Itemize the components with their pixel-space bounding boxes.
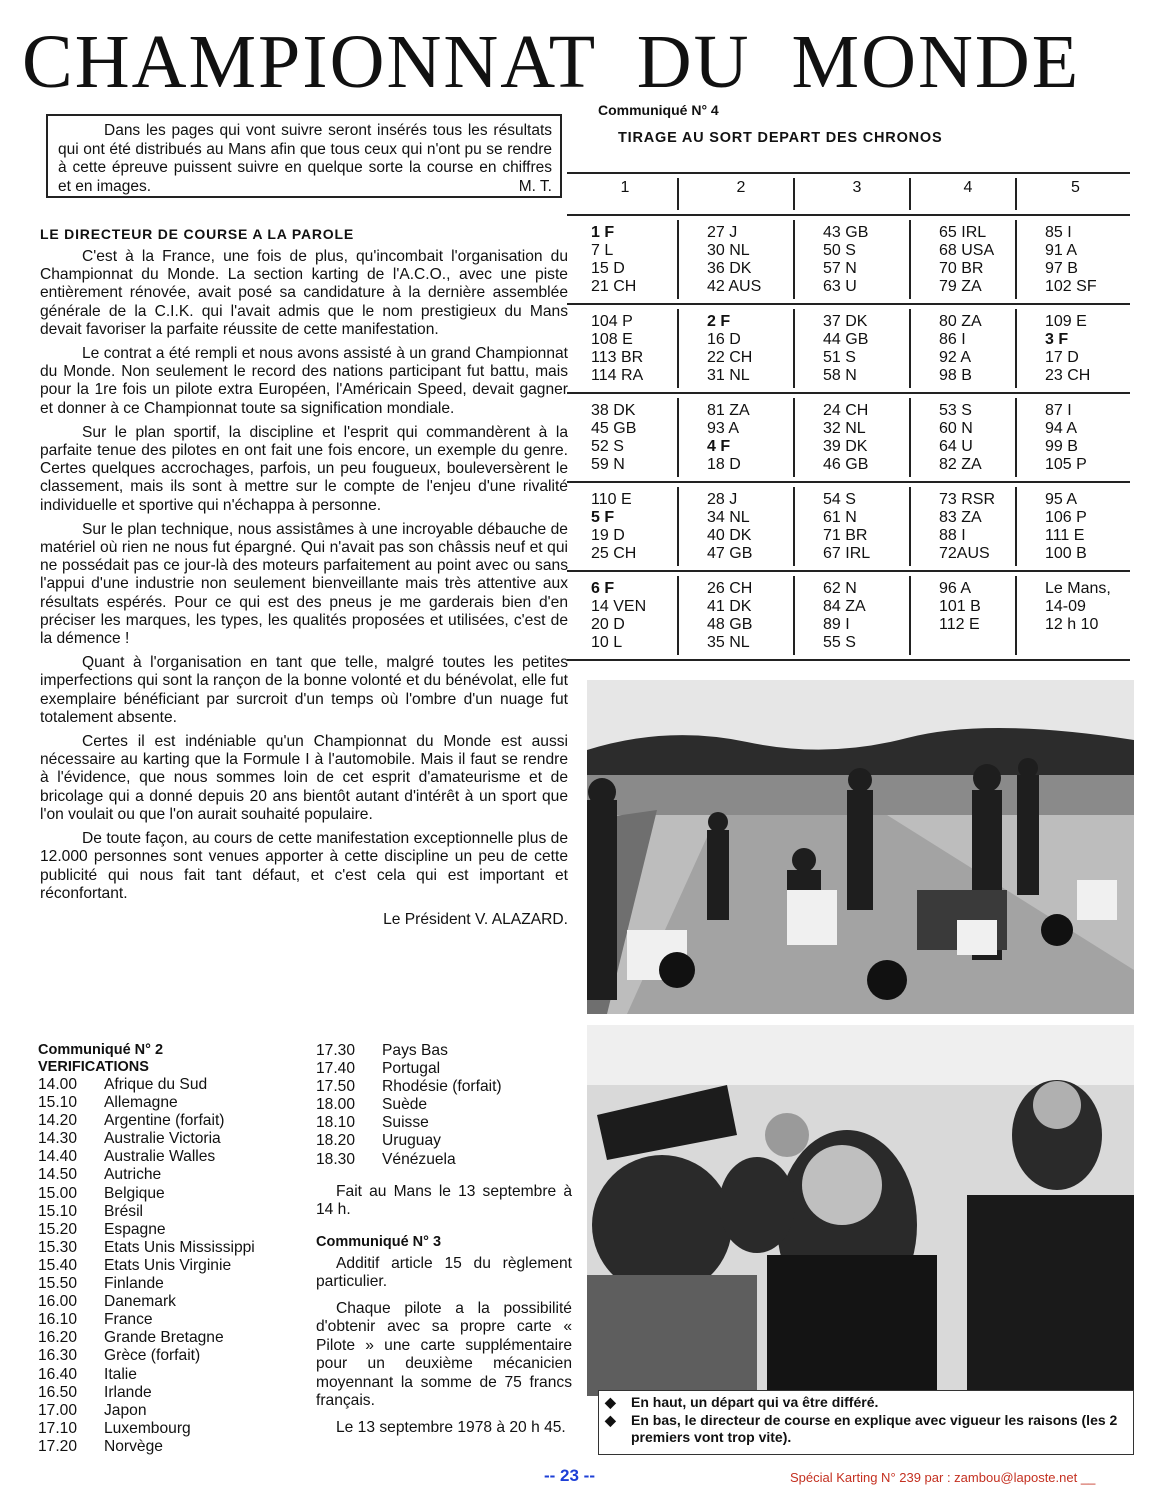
schedule-country: Rhodésie (forfait) [382, 1078, 502, 1096]
draw-entry: 106 P [1045, 509, 1087, 526]
page-number: -- 23 -- [544, 1466, 595, 1485]
draw-entry: 30 NL [707, 242, 750, 259]
draw-entry: 95 A [1045, 491, 1078, 508]
draw-entry: 58 N [823, 367, 857, 384]
draw-entry: 26 CH [707, 580, 753, 597]
draw-entry: 73 RSR [939, 491, 996, 508]
draw-cell [1021, 394, 1130, 481]
schedule-row [38, 1347, 308, 1365]
schedule-time: 15.40 [38, 1256, 78, 1274]
schedule-country: Uruguay [382, 1132, 441, 1150]
communique-2-continued [316, 1042, 572, 1437]
article-paragraph: Certes il est indéniable qu'un Championnat du Monde est aussi nécessaire au karting que la Formule I à l'automobile. Mais il faut se rendre à l'évidence, que nous sommes loin de cet esprit d'amateurisme et de bricolage qui a donné depuis 20 ans bientôt autant d'intérêt à un sport que l'on voulait ou que l'on aurait souhaité populaire. [40, 733, 568, 823]
draw-entry: 36 DK [707, 260, 752, 277]
diamond-bullet-icon: ◆ [605, 1411, 616, 1428]
schedule-time: 16.10 [38, 1311, 78, 1329]
draw-entry: 82 ZA [939, 456, 982, 473]
intro-signature: M. T. [518, 177, 552, 195]
draw-entry: 101 B [939, 598, 981, 615]
schedule-row [38, 1112, 308, 1130]
draw-cell [799, 572, 915, 659]
draw-entry: 80 ZA [939, 313, 982, 330]
schedule-country: Suisse [382, 1114, 429, 1132]
diamond-bullet-icon: ◆ [605, 1394, 616, 1410]
schedule-country: France [104, 1311, 153, 1329]
draw-entry: 87 I [1045, 402, 1072, 419]
draw-entry [1045, 634, 1130, 652]
schedule-time: 18.30 [316, 1150, 356, 1168]
schedule-time: 17.20 [38, 1437, 78, 1455]
schedule-country: Etats Unis Mississippi [104, 1238, 255, 1256]
draw-entry: 88 I [939, 527, 966, 544]
draw-entry: 84 ZA [823, 598, 866, 615]
schedule-time: 16.00 [38, 1293, 78, 1311]
draw-cell [567, 572, 683, 659]
draw-cell [1021, 305, 1130, 392]
schedule-row [316, 1151, 572, 1169]
photo-race-director [587, 1025, 1134, 1396]
draw-entry: 4 F [707, 438, 731, 455]
communique-3-heading: Communiqué N° 3 [316, 1233, 442, 1250]
schedule-time: 14.20 [38, 1112, 78, 1130]
article-paragraph: Sur le plan technique, nous assistâmes à une incroyable débauche de matériel où rien ne nous fut épargné. Qui n'avait pas son châssis neuf et qui ne possédait pas ce jour-là des moteurs parfaitement au point avec ou sans l'appui d'une industrie non seulement bienveillante mais très attentive aux résultats espérés. Pour ce qui est des pneus je me garderais bien d'en préciser les marques, les types, les qualités proposées et utilisées, c'est de la démence ! [40, 520, 568, 648]
draw-cell [567, 483, 683, 570]
draw-entry: 54 S [823, 491, 856, 508]
draw-column-header: 2 [683, 174, 799, 214]
draw-entry: 71 BR [823, 527, 868, 544]
draw-column-header: 1 [620, 179, 630, 196]
schedule-country: Espagne [104, 1220, 166, 1238]
draw-entry: 89 I [823, 616, 850, 633]
draw-entry: 104 P [591, 313, 633, 330]
schedule-time: 15.10 [38, 1202, 78, 1220]
draw-entry: 102 SF [1045, 278, 1097, 295]
draw-entry: 16 D [707, 331, 741, 348]
draw-entry: 12 h 10 [1045, 616, 1099, 633]
schedule-country: Danemark [104, 1293, 176, 1311]
draw-entry: 35 NL [707, 634, 750, 651]
verifications-heading: VERIFICATIONS [38, 1059, 149, 1075]
draw-entry: 15 D [591, 260, 625, 277]
draw-entry: 18 D [707, 456, 741, 473]
draw-column-header: 4 [915, 174, 1021, 214]
schedule-row [38, 1311, 308, 1329]
draw-cell [567, 216, 683, 303]
schedule-time: 14.00 [38, 1076, 78, 1093]
draw-entry: 23 CH [1045, 367, 1091, 384]
communique-3-paragraph: Additif article 15 du règlement particulier. [316, 1254, 572, 1291]
schedule-time: 15.00 [38, 1184, 78, 1202]
communique-3-paragraph: Le 13 septembre 1978 à 20 h 45. [336, 1418, 566, 1436]
schedule-time: 15.10 [38, 1094, 78, 1112]
draw-entry: 38 DK [591, 402, 636, 419]
draw-entry: 79 ZA [939, 278, 982, 295]
draw-cell [1021, 216, 1130, 303]
draw-entry: 17 D [1045, 349, 1079, 366]
draw-entry: 34 NL [707, 509, 750, 526]
draw-entry: 37 DK [823, 313, 868, 330]
draw-entry: 10 L [591, 634, 623, 651]
schedule-time: 17.50 [316, 1078, 356, 1096]
schedule-time: 16.20 [38, 1329, 78, 1347]
page-title: CHAMPIONNAT DU MONDE [22, 20, 1081, 104]
intro-text: Dans les pages qui vont suivre seront insérés tous les résultats qui ont été distribués au Mans afin que tous ceux qui n'ont pu se rendre à cette épreuve puissent suivre en quelque sorte la course en chiffres et en images. [58, 122, 552, 195]
schedule-time: 17.10 [38, 1419, 78, 1437]
draw-cell [915, 572, 1021, 659]
draw-entry: 41 DK [707, 598, 752, 615]
schedule-country: Pays Bas [382, 1042, 448, 1059]
draw-entry: 111 E [1045, 527, 1085, 544]
draw-header-row [567, 174, 1130, 216]
draw-entry: 62 N [823, 580, 857, 597]
draw-entry: 14-09 [1045, 598, 1086, 615]
schedule-time: 17.00 [38, 1401, 78, 1419]
schedule-time: 14.40 [38, 1148, 78, 1166]
schedule-country: Vénézuela [382, 1150, 456, 1168]
schedule-country: Australie Victoria [104, 1130, 221, 1148]
draw-entry: 24 CH [823, 402, 869, 419]
intro-box [46, 114, 562, 198]
draw-entry: 63 U [823, 278, 857, 295]
draw-entry: 27 J [707, 224, 738, 241]
draw-cell [1021, 483, 1130, 570]
draw-entry: 93 A [707, 420, 740, 437]
draw-entry: 22 CH [707, 349, 753, 366]
draw-row [567, 572, 1130, 661]
draw-entry: 97 B [1045, 260, 1078, 277]
draw-entry: 94 A [1045, 420, 1078, 437]
verification-schedule-continued [316, 1042, 572, 1169]
schedule-country: Belgique [104, 1184, 165, 1202]
draw-column-header: 5 [1021, 174, 1130, 214]
draw-entry: 6 F [591, 580, 615, 597]
schedule-row [38, 1094, 308, 1112]
draw-entry: 53 S [939, 402, 972, 419]
draw-entry: 70 BR [939, 260, 984, 277]
schedule-country: Norvège [104, 1437, 163, 1455]
director-signature: Le Président V. ALAZARD. [383, 910, 568, 928]
schedule-row [38, 1185, 308, 1203]
draw-column-header: 3 [799, 174, 915, 214]
schedule-country: Grande Bretagne [104, 1329, 224, 1347]
communique-3-paragraph: Chaque pilote a la possibilité d'obtenir avec sa propre carte « Pilote » une carte supplémentaire pour un deuxième mécanicien moyennant la somme de 75 francs français. [316, 1299, 572, 1410]
draw-entry: 61 N [823, 509, 857, 526]
draw-entry: 86 I [939, 331, 966, 348]
draw-subheading: TIRAGE AU SORT DEPART DES CHRONOS [618, 130, 943, 146]
schedule-country: Autriche [104, 1166, 162, 1184]
draw-cell [799, 483, 915, 570]
schedule-row [38, 1384, 308, 1402]
draw-entry: 60 N [939, 420, 973, 437]
article-paragraph: C'est à la France, une fois de plus, qu'incombait l'organisation du Championnat du Monde. La section karting de l'A.C.O., avec une piste entièrement rénovée, avait posé sa candidature à la dernière assemblée générale de la C.I.K. qui l'avait admis que le nom prestigieux du Mans devait favoriser la parfaite réussite de cette manifestation. [40, 248, 568, 338]
draw-entry: 57 N [823, 260, 857, 277]
schedule-row [38, 1166, 308, 1184]
draw-entry: 3 F [1045, 331, 1069, 348]
schedule-country: Finlande [104, 1275, 164, 1293]
draw-entry: 46 GB [823, 456, 869, 473]
draw-row [567, 394, 1130, 483]
schedule-row [38, 1275, 308, 1293]
draw-entry: 109 E [1045, 313, 1087, 330]
caption-line: En haut, un départ qui va être différé. [631, 1394, 879, 1410]
schedule-time: 15.50 [38, 1275, 78, 1293]
schedule-country: Grèce (forfait) [104, 1347, 201, 1365]
draw-cell [799, 394, 915, 481]
draw-entry: 81 ZA [707, 402, 750, 419]
schedule-row [38, 1366, 308, 1384]
draw-entry: 96 A [939, 580, 972, 597]
draw-entry: 28 J [707, 491, 738, 508]
draw-entry: 2 F [707, 313, 731, 330]
caption-line: En bas, le directeur de course en explique avec vigueur les raisons (les 2 premiers vont trop vite). [631, 1411, 1118, 1445]
photo-kart-start-grid [587, 680, 1134, 1014]
schedule-country: Afrique du Sud [104, 1076, 208, 1093]
draw-entry: 108 E [591, 331, 633, 348]
draw-entry: 1 F [591, 224, 615, 241]
draw-entry: 40 DK [707, 527, 752, 544]
draw-entry: Le Mans, [1045, 580, 1111, 597]
draw-entry [939, 634, 1021, 652]
schedule-row [38, 1293, 308, 1311]
verification-schedule [38, 1076, 308, 1456]
draw-entry: 50 S [823, 242, 856, 259]
draw-entry: 114 RA [591, 367, 644, 384]
draw-entry: 52 S [591, 438, 624, 455]
draw-cell [915, 216, 1021, 303]
schedule-country: Irlande [104, 1383, 152, 1401]
schedule-time: 15.20 [38, 1220, 78, 1238]
schedule-row [38, 1438, 308, 1456]
schedule-row [38, 1420, 308, 1438]
article-paragraph: Le contrat a été rempli et nous avons assisté à un grand Championnat du Monde. Non seulement le record des nations participant fut battu, mais pour la 1re fois un pilote extra Européen, l'Américain Speed, devait gagner et donner à ce Championnat toute sa signification mondiale. [40, 345, 568, 417]
schedule-country: Allemagne [104, 1094, 178, 1112]
draw-cell [915, 394, 1021, 481]
schedule-row [316, 1132, 572, 1150]
draw-cell [915, 483, 1021, 570]
draw-entry: 45 GB [591, 420, 637, 437]
director-article [40, 248, 568, 935]
draw-entry: 43 GB [823, 224, 869, 241]
article-paragraph: Sur le plan sportif, la discipline et l'esprit qui commandèrent à la parfaite tenue des pilotes en ont fait une fois encore, un exemple du genre. Certes quelques accrochages, parfois, un peu fougueux, bouleversèrent le classement, mais ils sont à mettre sur le compte de l'enjeu d'une rivalité individuelle et sportive qui n'échappa à personne. [40, 423, 568, 514]
draw-cell [567, 305, 683, 392]
draw-entry: 39 DK [823, 438, 868, 455]
draw-row [567, 483, 1130, 572]
draw-cell [915, 305, 1021, 392]
schedule-row [38, 1076, 308, 1094]
schedule-row [38, 1130, 308, 1148]
draw-entry: 31 NL [707, 367, 750, 384]
schedule-country: Japon [104, 1401, 147, 1419]
schedule-time: 18.00 [316, 1096, 356, 1114]
draw-entry: 85 I [1045, 224, 1072, 241]
draw-entry: 91 A [1045, 242, 1078, 259]
draw-entry: 110 E [591, 491, 632, 508]
draw-entry: 59 N [591, 456, 625, 473]
draw-entry: 72AUS [939, 545, 990, 562]
schedule-row [38, 1402, 308, 1420]
draw-entry: 25 CH [591, 545, 637, 562]
draw-entry: 55 S [823, 634, 856, 651]
schedule-row [38, 1221, 308, 1239]
director-heading: LE DIRECTEUR DE COURSE A LA PAROLE [40, 226, 354, 242]
schedule-time: 15.30 [38, 1238, 78, 1256]
draw-entry: 51 S [823, 349, 856, 366]
footer-credit: Spécial Karting N° 239 par : zambou@laposte.net __ [790, 1470, 1096, 1485]
draw-cell [799, 305, 915, 392]
draw-entry: 98 B [939, 367, 972, 384]
schedule-row [38, 1148, 308, 1166]
draw-entry: 100 B [1045, 545, 1087, 562]
schedule-country: Luxembourg [104, 1419, 191, 1437]
schedule-row [316, 1078, 572, 1096]
draw-row [567, 216, 1130, 305]
draw-entry: 19 D [591, 527, 625, 544]
schedule-row [316, 1042, 572, 1060]
article-paragraph: De toute façon, au cours de cette manifestation exceptionnelle plus de 12.000 personnes sont venues apporter à cette discipline un peu de cette publicité qui nous fait tant défaut, et c'est cela qui est important et réconfortant. [40, 830, 568, 902]
draw-entry: 67 IRL [823, 545, 871, 562]
draw-cell [683, 483, 799, 570]
draw-entry: 7 L [591, 242, 614, 259]
schedule-time: 17.30 [316, 1042, 356, 1059]
communique-2-heading: Communiqué N° 2 [38, 1042, 164, 1058]
draw-entry: 68 USA [939, 242, 995, 259]
photo-caption [598, 1390, 1134, 1455]
schedule-time: 16.30 [38, 1347, 78, 1365]
schedule-country: Australie Walles [104, 1148, 216, 1166]
draw-entry: 47 GB [707, 545, 753, 562]
draw-entry: 21 CH [591, 278, 637, 295]
schedule-row [38, 1239, 308, 1257]
schedule-row [38, 1257, 308, 1275]
draw-cell [799, 216, 915, 303]
draw-entry: 113 BR [591, 349, 644, 366]
schedule-row [38, 1329, 308, 1347]
draw-entry: 99 B [1045, 438, 1078, 455]
draw-cell [683, 305, 799, 392]
draw-entry: 48 GB [707, 616, 753, 633]
schedule-country: Argentine (forfait) [104, 1112, 225, 1130]
draw-row [567, 305, 1130, 394]
communique-4-heading: Communiqué N° 4 [598, 102, 719, 118]
draw-table [567, 172, 1130, 661]
schedule-time: 16.50 [38, 1383, 78, 1401]
schedule-time: 18.10 [316, 1114, 356, 1132]
draw-entry: 32 NL [823, 420, 866, 437]
draw-cell [683, 394, 799, 481]
draw-entry: 5 F [591, 509, 615, 526]
schedule-country: Portugal [382, 1060, 441, 1078]
schedule-country: Brésil [104, 1202, 143, 1220]
schedule-time: 17.40 [316, 1060, 356, 1078]
draw-entry: 20 D [591, 616, 625, 633]
draw-entry: 64 U [939, 438, 973, 455]
draw-entry: 92 A [939, 349, 972, 366]
draw-entry: 44 GB [823, 331, 869, 348]
draw-entry: 112 E [939, 616, 980, 633]
draw-entry: 83 ZA [939, 509, 982, 526]
draw-cell [683, 572, 799, 659]
schedule-country: Etats Unis Virginie [104, 1256, 232, 1274]
draw-entry: 105 P [1045, 456, 1087, 473]
schedule-time: 14.30 [38, 1130, 78, 1148]
article-paragraph: Quant à l'organisation en tant que telle, malgré toutes les petites imperfections qui sont la rançon de la bonne volonté et du bénévolat, elle fut exemplaire bénéficiant par surcroit d'un temps où l'ombre d'un nuage fut totalement absente. [40, 654, 568, 726]
schedule-time: 16.40 [38, 1365, 78, 1383]
draw-entry: 65 IRL [939, 224, 987, 241]
draw-cell [1021, 572, 1130, 659]
draw-entry: 14 VEN [591, 598, 647, 615]
draw-cell [567, 394, 683, 481]
communique-2-closing: Fait au Mans le 13 septembre à 14 h. [316, 1182, 572, 1219]
draw-cell [683, 216, 799, 303]
schedule-time: 14.50 [38, 1166, 78, 1184]
schedule-country: Italie [104, 1365, 137, 1383]
communique-2 [38, 1042, 308, 1456]
draw-entry: 42 AUS [707, 278, 762, 295]
schedule-row [38, 1203, 308, 1221]
schedule-country: Suède [382, 1096, 428, 1114]
schedule-row [316, 1114, 572, 1132]
schedule-time: 18.20 [316, 1132, 356, 1150]
schedule-row [316, 1060, 572, 1078]
schedule-row [316, 1096, 572, 1114]
